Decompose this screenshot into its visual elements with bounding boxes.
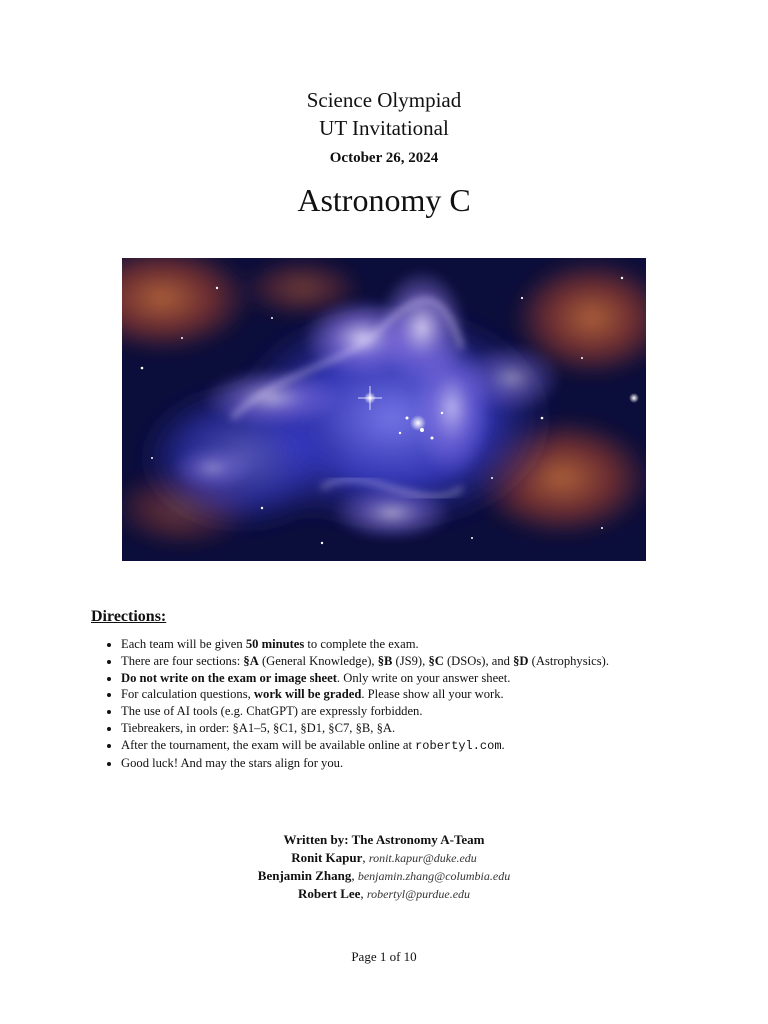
section-c-label: §C <box>428 653 444 668</box>
author-email[interactable]: robertyl@purdue.edu <box>366 887 471 901</box>
separator: , <box>351 868 358 883</box>
author-email[interactable]: benjamin.zhang@columbia.edu <box>357 869 511 883</box>
section-d-label: §D <box>513 653 529 668</box>
item-text: Tiebreakers, in order: §A1–5, §C1, §D1, §C7, §B, §A. <box>121 720 396 735</box>
nebula-illustration <box>122 258 646 561</box>
item-text: There are four sections: <box>121 653 244 668</box>
item-text: (DSOs), and <box>443 653 514 668</box>
item-text: (Astrophysics). <box>528 653 609 668</box>
item-text: For calculation questions, <box>121 687 254 702</box>
author-line <box>0 867 768 885</box>
event-name: Science Olympiad <box>306 88 462 112</box>
author-name: Ronit Kapur <box>291 850 363 865</box>
author-email[interactable]: ronit.kapur@duke.edu <box>368 851 477 865</box>
directions-heading: Directions: <box>91 608 167 625</box>
list-item <box>121 636 691 653</box>
directions-section <box>91 608 691 771</box>
list-item <box>121 703 691 720</box>
item-text: The use of AI tools (e.g. ChatGPT) are expressly forbidden. <box>121 704 423 719</box>
item-text: (JS9), <box>392 653 429 668</box>
list-item <box>121 720 691 737</box>
list-item <box>121 737 691 755</box>
directions-list <box>91 636 691 771</box>
author-line <box>0 885 768 903</box>
nebula-image <box>122 258 646 561</box>
item-text: Good luck! And may the stars align for you. <box>121 755 344 770</box>
item-text: After the tournament, the exam will be available online at <box>121 737 416 752</box>
list-item <box>121 670 691 687</box>
list-item <box>121 755 691 772</box>
item-text: Each team will be given <box>121 637 246 651</box>
title-block <box>0 86 768 220</box>
section-a-label: §A <box>243 653 259 668</box>
item-text: . Only write on your answer sheet. <box>336 670 511 685</box>
author-name: Robert Lee <box>297 886 361 901</box>
separator: , <box>362 850 369 865</box>
item-bold: Do not write on the exam or image sheet <box>121 670 337 685</box>
page-number: Page 1 of 10 <box>351 949 417 964</box>
item-text: to complete the exam. <box>304 637 419 651</box>
author-line <box>0 849 768 867</box>
item-text: . Please show all your work. <box>361 687 504 702</box>
authors-block <box>0 831 768 903</box>
author-name: Benjamin Zhang <box>257 868 352 883</box>
item-bold: 50 minutes <box>245 637 305 651</box>
written-by: Written by: The Astronomy A-Team <box>283 832 485 847</box>
list-item <box>121 653 691 670</box>
section-b-label: §B <box>377 653 393 668</box>
tournament-name: UT Invitational <box>319 116 449 140</box>
exam-title: Astronomy C <box>297 182 471 218</box>
item-bold: work will be graded <box>253 687 362 702</box>
exam-date: October 26, 2024 <box>329 150 439 166</box>
website-link[interactable]: robertyl.com <box>415 738 502 753</box>
item-text: . <box>501 737 505 752</box>
list-item <box>121 686 691 703</box>
separator: , <box>360 886 367 901</box>
item-text: (General Knowledge), <box>258 653 378 668</box>
